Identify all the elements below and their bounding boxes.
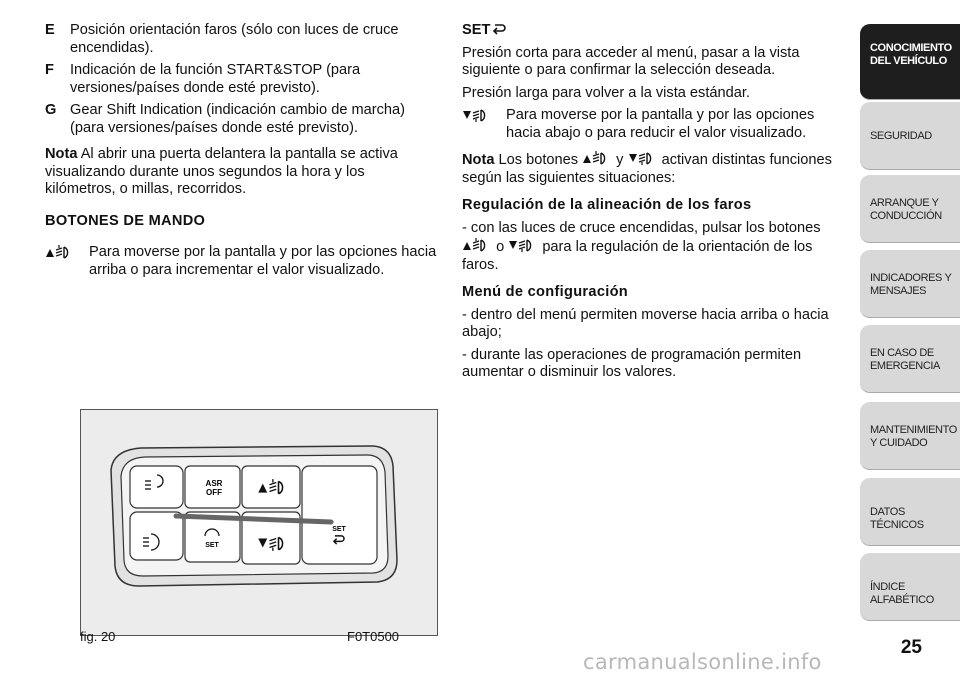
tab-conocimiento[interactable]: [860, 24, 960, 100]
chapter-sidebar: [860, 0, 960, 678]
headlight-up-icon: [462, 237, 492, 253]
tab-indice[interactable]: [860, 553, 960, 621]
note-label: Nota: [45, 146, 78, 162]
headlight-down-icon: [462, 107, 492, 123]
page-number: 25: [900, 637, 922, 658]
tab-label: ARRANQUE Y CONDUCCIÓN: [870, 197, 942, 222]
note-text-b: y: [616, 152, 624, 168]
item-letter: G: [45, 102, 57, 118]
note-text-c: activan distintas funciones según las siguientes situaciones:: [462, 152, 832, 186]
figure-button-panel: [80, 409, 438, 636]
tab-label: CONOCIMIENTO DEL VEHÍCULO: [870, 42, 952, 67]
list-item: [45, 102, 437, 137]
tab-seguridad[interactable]: [860, 102, 960, 170]
item-text: Posición orientación faros (sólo con luces de cruce encendidas).: [70, 22, 399, 56]
tab-label: DATOS TÉCNICOS: [870, 506, 924, 531]
button-panel-illustration: [81, 410, 437, 635]
headlight-down-icon: [508, 237, 538, 253]
watermark: carmanualsonline.info: [583, 650, 822, 674]
up-button-description: [45, 244, 437, 279]
tab-emergencia[interactable]: [860, 325, 960, 393]
headlight-up-icon-wrap: [45, 244, 89, 279]
menu-text-1: - dentro del menú permiten moverse hacia arriba o hacia abajo;: [462, 306, 829, 340]
tab-arranque[interactable]: [860, 175, 960, 243]
tab-datos-tecnicos[interactable]: [860, 478, 960, 546]
tab-indicadores[interactable]: [860, 250, 960, 318]
tab-label: EN CASO DE EMERGENCIA: [870, 347, 940, 372]
alignment-text-c: para la regulación de la orientación de los faros.: [462, 239, 813, 273]
set-label: SET: [462, 22, 491, 38]
tab-label: MANTENIMIENTO Y CUIDADO: [870, 424, 957, 449]
headlight-up-icon: [45, 244, 75, 260]
figure-code: F0T0500: [347, 629, 400, 644]
long-press-text: Presión larga para volver a la vista estándar.: [462, 84, 750, 101]
note-paragraph: [45, 146, 437, 199]
figure-caption: fig. 20: [80, 629, 116, 644]
asr-label: ASR: [205, 479, 223, 488]
tab-label: ÍNDICE ALFABÉTICO: [870, 581, 934, 606]
alignment-text-a: - con las luces de cruce encendidas, pulsar los botones: [462, 219, 821, 236]
note-paragraph: [462, 150, 842, 187]
note-text: Al abrir una puerta delantera la pantalla se activa visualizando durante unos segundos la hora y los kilómetros, o millas, recorridos.: [45, 146, 398, 197]
down-description-text: Para moverse por la pantalla y por las opciones hacia abajo o para reducir el valor visualizado.: [506, 107, 815, 141]
section-heading: Menú de configuración: [462, 284, 629, 300]
list-item: [45, 22, 437, 57]
short-press-text: Presión corta para acceder al menú, pasar a la vista siguiente o para confirmar la selección deseada.: [462, 44, 800, 78]
set-small-label: SET: [205, 542, 219, 549]
item-text: Gear Shift Indication (indicación cambio de marcha) (para versiones/países donde esté previsto).: [70, 102, 406, 136]
panel-button: [302, 466, 377, 564]
set-label: SET: [332, 526, 346, 533]
off-label: OFF: [206, 488, 222, 497]
headlight-down-icon: [628, 150, 658, 166]
headlight-down-icon-wrap: [462, 107, 506, 142]
section-heading: BOTONES DE MANDO: [45, 212, 206, 229]
down-button-description: [462, 107, 842, 142]
item-letter: F: [45, 62, 54, 78]
note-text-a: Los botones: [498, 152, 579, 168]
list-item: [45, 62, 437, 97]
headlight-up-icon: [582, 150, 612, 166]
note-label: Nota: [462, 152, 495, 168]
item-text: Indicación de la función START&STOP (para versiones/países donde esté previsto).: [70, 62, 361, 96]
alignment-paragraph: [462, 220, 842, 275]
menu-text-2: - durante las operaciones de programación permiten aumentar o disminuir los valores.: [462, 346, 802, 380]
panel-button: [130, 466, 183, 508]
tab-label: SEGURIDAD: [870, 130, 932, 142]
left-column: [45, 22, 437, 285]
set-return-icon: [492, 23, 506, 35]
alignment-text-b: o: [496, 239, 505, 255]
right-column: [462, 22, 842, 387]
up-description-text: Para moverse por la pantalla y por las opciones hacia arriba o para incrementar el valor visualizado.: [89, 244, 437, 278]
set-heading: [462, 22, 842, 40]
tab-label: INDICADORES Y MENSAJES: [870, 272, 952, 297]
section-heading: Regulación de la alineación de los faros: [462, 197, 752, 213]
tab-mantenimiento[interactable]: [860, 402, 960, 470]
item-letter: E: [45, 22, 55, 38]
